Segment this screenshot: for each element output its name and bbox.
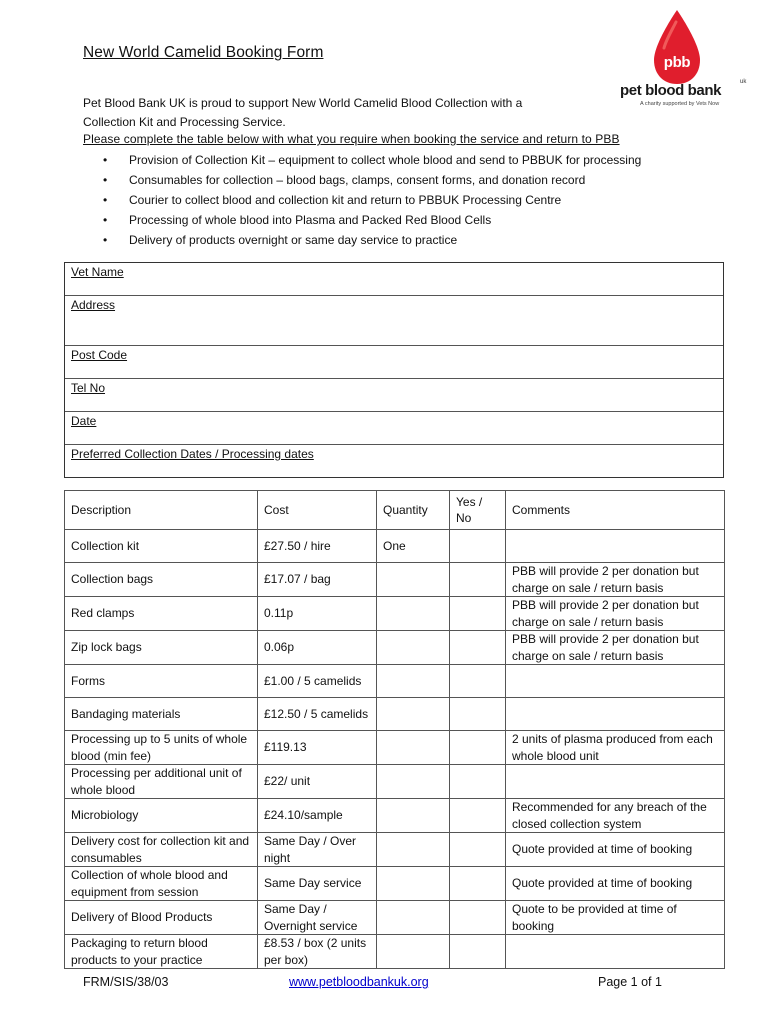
cell-description: Bandaging materials [65,698,258,731]
cell-description: Processing up to 5 units of whole blood (min fee) [65,731,258,765]
cell-description: Forms [65,665,258,698]
page-title: New World Camelid Booking Form [83,44,324,61]
cell-yes-no[interactable] [450,631,506,665]
cell-comments: 2 units of plasma produced from each whole blood unit [506,731,725,765]
vet-name-label: Vet Name [71,265,124,279]
table-row [65,731,725,765]
cell-cost: £27.50 / hire [258,530,377,563]
cell-quantity[interactable] [377,631,450,665]
header-cost: Cost [258,491,377,530]
table-row [65,901,725,935]
bullet-item: • Delivery of products overnight or same day service to practice [100,230,641,250]
cell-comments: PBB will provide 2 per donation but charge on sale / return basis [506,563,725,597]
cell-quantity[interactable] [377,833,450,867]
cell-yes-no[interactable] [450,833,506,867]
cell-description: Processing per additional unit of whole blood [65,765,258,799]
cell-quantity[interactable] [377,597,450,631]
intro-line-2: Collection Kit and Processing Service. [83,115,286,129]
table-row [65,698,725,731]
cell-cost: £1.00 / 5 camelids [258,665,377,698]
intro-paragraph [83,94,583,132]
cell-comments: Quote provided at time of booking [506,833,725,867]
page-number: Page 1 of 1 [598,975,662,989]
table-row [65,665,725,698]
address-field[interactable] [65,296,723,346]
table-row [65,935,725,969]
cell-comments [506,530,725,563]
cell-yes-no[interactable] [450,665,506,698]
service-bullet-list [100,150,641,250]
table-row [65,563,725,597]
cell-description: Collection of whole blood and equipment from session [65,867,258,901]
cell-description: Delivery cost for collection kit and consumables [65,833,258,867]
booking-instruction: Please complete the table below with what you require when booking the service and return to PBB [83,132,620,146]
cell-description: Zip lock bags [65,631,258,665]
cell-quantity[interactable] [377,799,450,833]
header-quantity: Quantity [377,491,450,530]
cell-comments: PBB will provide 2 per donation but charge on sale / return basis [506,631,725,665]
cell-comments: Quote to be provided at time of booking [506,901,725,935]
cell-quantity[interactable] [377,901,450,935]
cell-cost: Same Day / Over night [258,833,377,867]
cell-cost: £119.13 [258,731,377,765]
cell-yes-no[interactable] [450,731,506,765]
cell-quantity[interactable]: One [377,530,450,563]
cell-quantity[interactable] [377,665,450,698]
website-link[interactable]: www.petbloodbankuk.org [289,975,429,989]
bullet-item: • Consumables for collection – blood bags, clamps, consent forms, and donation record [100,170,641,190]
post-code-field[interactable] [65,346,723,379]
cell-description: Red clamps [65,597,258,631]
cell-description: Delivery of Blood Products [65,901,258,935]
cell-cost: Same Day / Overnight service [258,901,377,935]
preferred-dates-field[interactable] [65,445,723,477]
vet-details-form [64,262,724,478]
header-yes-no: Yes / No [450,491,506,530]
cell-comments [506,765,725,799]
cell-description: Microbiology [65,799,258,833]
logo-brand-name: pet blood bank [620,82,722,99]
cell-description: Packaging to return blood products to your practice [65,935,258,969]
logo-drop-text: pbb [663,54,691,71]
address-label: Address [71,298,116,312]
intro-line-1: Pet Blood Bank UK is proud to support New World Camelid Blood Collection with a [83,96,523,110]
cell-cost: £22/ unit [258,765,377,799]
cell-yes-no[interactable] [450,867,506,901]
cell-yes-no[interactable] [450,530,506,563]
header-comments: Comments [506,491,725,530]
cell-yes-no[interactable] [450,799,506,833]
post-code-label: Post Code [71,348,128,362]
services-table [64,490,725,969]
cell-cost: £17.07 / bag [258,563,377,597]
cell-cost: £12.50 / 5 camelids [258,698,377,731]
bullet-item: • Provision of Collection Kit – equipment to collect whole blood and send to PBBUK for processing [100,150,641,170]
cell-cost: 0.11p [258,597,377,631]
cell-comments: PBB will provide 2 per donation but charge on sale / return basis [506,597,725,631]
cell-quantity[interactable] [377,867,450,901]
table-row [65,765,725,799]
preferred-dates-label: Preferred Collection Dates / Processing dates [71,447,314,461]
cell-comments: Recommended for any breach of the closed collection system [506,799,725,833]
date-field[interactable] [65,412,723,445]
cell-cost: Same Day service [258,867,377,901]
pet-blood-bank-logo [612,8,757,108]
cell-quantity[interactable] [377,935,450,969]
cell-cost: £8.53 / box (2 units per box) [258,935,377,969]
table-row [65,833,725,867]
cell-comments [506,935,725,969]
table-row [65,530,725,563]
header-description: Description [65,491,258,530]
cell-quantity[interactable] [377,765,450,799]
table-row [65,867,725,901]
cell-yes-no[interactable] [450,597,506,631]
logo-uk-mark: uk [740,79,747,85]
cell-quantity[interactable] [377,731,450,765]
cell-yes-no[interactable] [450,765,506,799]
cell-cost: 0.06p [258,631,377,665]
table-row [65,597,725,631]
table-row [65,631,725,665]
tel-no-field[interactable] [65,379,723,412]
cell-yes-no[interactable] [450,563,506,597]
bullet-item: • Courier to collect blood and collection kit and return to PBBUK Processing Centre [100,190,641,210]
cell-comments [506,698,725,731]
bullet-item: • Processing of whole blood into Plasma and Packed Red Blood Cells [100,210,641,230]
cell-yes-no[interactable] [450,698,506,731]
logo-charity-line: A charity supported by Vets Now [640,101,720,107]
cell-description: Collection bags [65,563,258,597]
tel-no-label: Tel No [71,381,106,395]
cell-yes-no[interactable] [450,901,506,935]
table-header-row [65,491,725,530]
cell-quantity[interactable] [377,698,450,731]
cell-comments: Quote provided at time of booking [506,867,725,901]
cell-quantity[interactable] [377,563,450,597]
form-reference: FRM/SIS/38/03 [83,975,169,989]
vet-name-field[interactable] [65,263,723,296]
cell-cost: £24.10/sample [258,799,377,833]
date-label: Date [71,414,97,428]
cell-description: Collection kit [65,530,258,563]
cell-comments [506,665,725,698]
blood-drop-icon [650,8,704,88]
cell-yes-no[interactable] [450,935,506,969]
table-row [65,799,725,833]
